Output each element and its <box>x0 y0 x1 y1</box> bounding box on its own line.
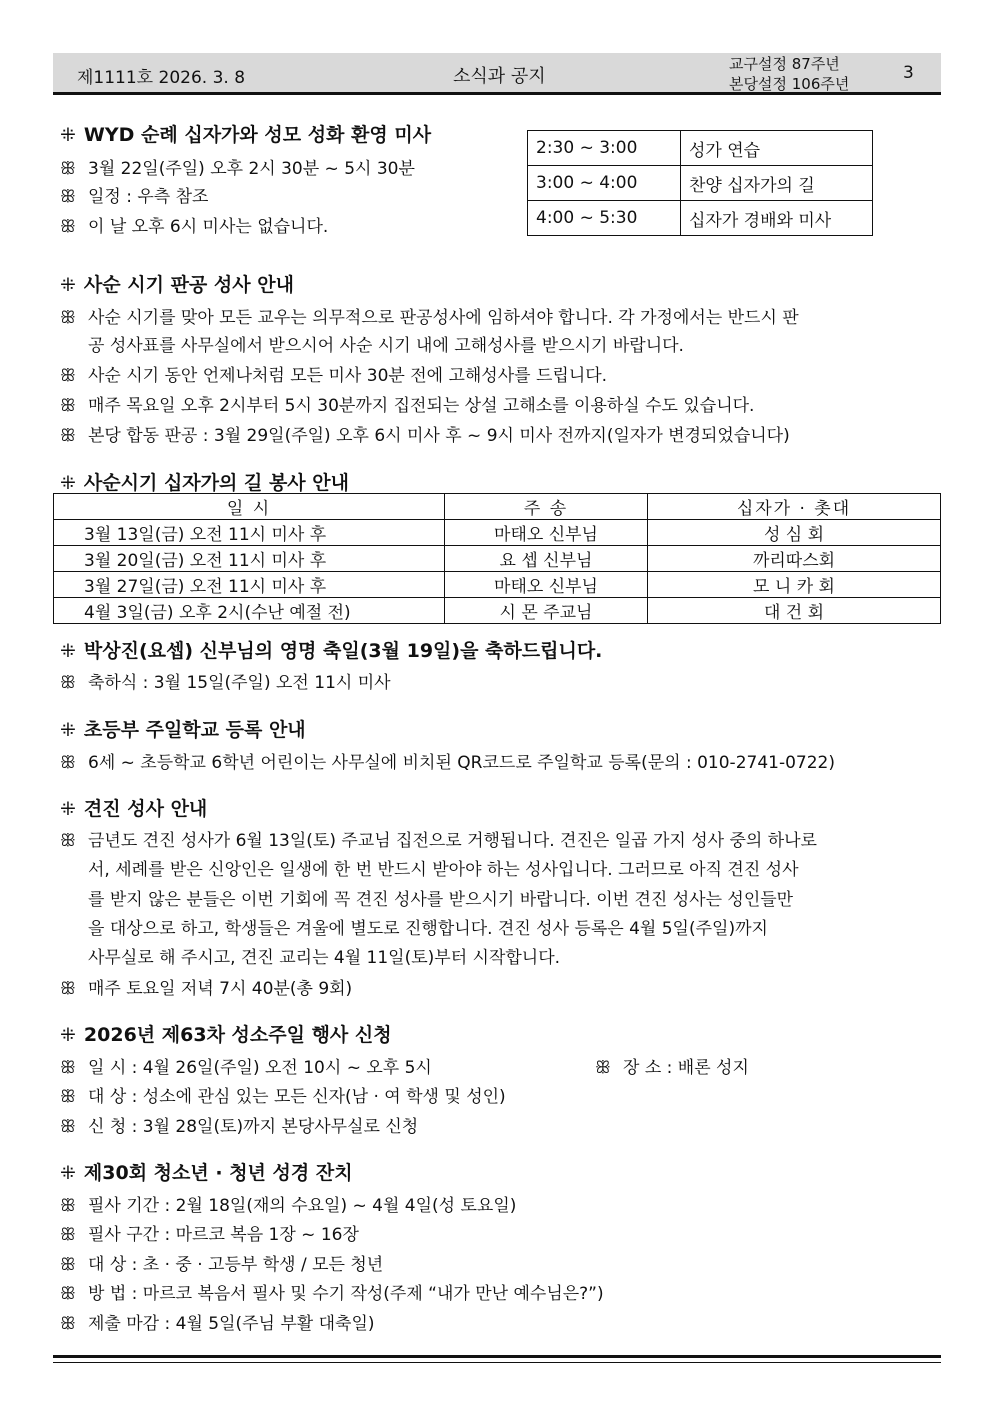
section-title-wyd: ⁜ WYD 순례 십자가와 성모 성화 환영 미사 <box>60 124 432 146</box>
list-item: ꕥ 대 상 : 초 · 중 · 고등부 학생 / 모든 청년 <box>60 1255 384 1275</box>
list-item-cont: 사무실로 해 주시고, 견진 교리는 4월 11일(토)부터 시작합니다. <box>88 948 561 968</box>
ornament-icon: ⁜ <box>60 1024 76 1046</box>
list-item: ꕥ 매주 토요일 저녁 7시 40분(총 9회) <box>60 979 353 999</box>
table-row: 3:00 ~ 4:00 찬양 십자가의 길 <box>528 166 873 201</box>
table-row: 3월 13일(금) 오전 11시 미사 후 마태오 신부님 성 심 회 <box>54 520 941 546</box>
ornament-icon: ⁜ <box>60 640 76 662</box>
list-item-cont: 서, 세례를 받은 신앙인은 일생에 한 번 반드시 받아야 하는 성사입니다. 그러므로 아직 견진 성사 <box>88 860 799 880</box>
section-title-stations: ⁜ 사순시기 십자가의 길 봉사 안내 <box>60 472 349 494</box>
list-item: ꕥ 6세 ~ 초등학교 6학년 어린이는 사무실에 비치된 QR코드로 주일학교 등록(문의 : 010-2741-0722) <box>60 753 835 773</box>
diocese-anniversary: 교구설정 87주년 <box>729 55 840 73</box>
clover-icon: ꕥ <box>60 1196 76 1216</box>
list-item: ꕥ 필사 기간 : 2월 18일(재의 수요일) ~ 4월 4일(성 토요일) <box>60 1196 517 1216</box>
section-title-confirmation: ⁜ 견진 성사 안내 <box>60 798 208 820</box>
table-row: 2:30 ~ 3:00 성가 연습 <box>528 131 873 166</box>
stations-table <box>53 493 941 624</box>
table-row: 3월 20일(금) 오전 11시 미사 후 요 셉 신부님 까리따스회 <box>54 546 941 572</box>
list-item: ꕥ 장 소 : 배론 성지 <box>595 1058 749 1078</box>
list-item: ꕥ 매주 목요일 오후 2시부터 5시 30분까지 집전되는 상설 고해소를 이용하실 수도 있습니다. <box>60 396 755 416</box>
clover-icon: ꕥ <box>60 187 76 207</box>
wyd-schedule-table <box>527 130 873 236</box>
list-item: ꕥ 사순 시기를 맞아 모든 교우는 의무적으로 판공성사에 임하셔야 합니다. 각 가정에서는 반드시 판 <box>60 308 799 328</box>
clover-icon: ꕥ <box>60 979 76 999</box>
list-item: ꕥ 대 상 : 성소에 관심 있는 모든 신자(남 · 여 학생 및 성인) <box>60 1087 506 1107</box>
list-item: ꕥ 신 청 : 3월 28일(토)까지 본당사무실로 신청 <box>60 1117 419 1137</box>
footer-rule <box>53 1355 941 1363</box>
page-title: 소식과 공지 <box>453 66 546 87</box>
section-title-confession: ⁜ 사순 시기 판공 성사 안내 <box>60 274 294 296</box>
clover-icon: ꕥ <box>60 159 76 179</box>
list-item: ꕥ 축하식 : 3월 15일(주일) 오전 11시 미사 <box>60 673 391 693</box>
table-row: 4:00 ~ 5:30 십자가 경배와 미사 <box>528 201 873 236</box>
section-title-bible-festival: ⁜ 제30회 청소년 · 청년 성경 잔치 <box>60 1162 353 1184</box>
clover-icon: ꕥ <box>60 217 76 237</box>
page-header <box>53 53 941 95</box>
ornament-icon: ⁜ <box>60 472 76 494</box>
list-item: ꕥ 일 시 : 4월 26일(주일) 오전 10시 ~ 오후 5시 <box>60 1058 432 1078</box>
list-item-cont: 를 받지 않은 분들은 이번 기회에 꼭 견진 성사를 받으시기 바랍니다. 이번 견진 성사는 성인들만 <box>88 890 794 910</box>
section-title-feast: ⁜ 박상진(요셉) 신부님의 영명 축일(3월 19일)을 축하드립니다. <box>60 640 603 662</box>
list-item: ꕥ 사순 시기 동안 언제나처럼 모든 미사 30분 전에 고해성사를 드립니다. <box>60 366 608 386</box>
clover-icon: ꕥ <box>60 1225 76 1245</box>
parish-anniversary: 본당설정 106주년 <box>729 75 850 93</box>
clover-icon: ꕥ <box>595 1058 611 1078</box>
clover-icon: ꕥ <box>60 753 76 773</box>
ornament-icon: ⁜ <box>60 274 76 296</box>
clover-icon: ꕥ <box>60 1255 76 1275</box>
ornament-icon: ⁜ <box>60 719 76 741</box>
clover-icon: ꕥ <box>60 1117 76 1137</box>
clover-icon: ꕥ <box>60 308 76 328</box>
clover-icon: ꕥ <box>60 366 76 386</box>
list-item: ꕥ 방 법 : 마르코 복음서 필사 및 수기 작성(주제 “내가 만난 예수님은?”) <box>60 1284 604 1304</box>
clover-icon: ꕥ <box>60 673 76 693</box>
clover-icon: ꕥ <box>60 1284 76 1304</box>
issue-number: 제1111호 2026. 3. 8 <box>77 68 246 88</box>
list-item: ꕥ 필사 구간 : 마르코 복음 1장 ~ 16장 <box>60 1225 359 1245</box>
ornament-icon: ⁜ <box>60 1162 76 1184</box>
list-item: ꕥ 3월 22일(주일) 오후 2시 30분 ~ 5시 30분 <box>60 159 415 179</box>
list-item: ꕥ 제출 마감 : 4월 5일(주님 부활 대축일) <box>60 1314 375 1334</box>
table-row: 4월 3일(금) 오후 2시(수난 예절 전) 시 몬 주교님 대 건 회 <box>54 598 941 624</box>
ornament-icon: ⁜ <box>60 798 76 820</box>
section-title-sunday-school: ⁜ 초등부 주일학교 등록 안내 <box>60 719 306 741</box>
list-item: ꕥ 일정 : 우측 참조 <box>60 187 209 207</box>
list-item: ꕥ 본당 합동 판공 : 3월 29일(주일) 오후 6시 미사 후 ~ 9시 미사 전까지(일자가 변경되었습니다) <box>60 426 790 446</box>
clover-icon: ꕥ <box>60 396 76 416</box>
clover-icon: ꕥ <box>60 1087 76 1107</box>
list-item-cont: 공 성사표를 사무실에서 받으시어 사순 시기 내에 고해성사를 받으시기 바랍니다. <box>88 336 684 356</box>
page-number: 3 <box>903 63 914 83</box>
table-row: 3월 27일(금) 오전 11시 미사 후 마태오 신부님 모 니 카 회 <box>54 572 941 598</box>
table-header-row: 일 시 주 송 십자가 · 촛대 <box>54 494 941 520</box>
list-item: ꕥ 이 날 오후 6시 미사는 없습니다. <box>60 217 329 237</box>
clover-icon: ꕥ <box>60 426 76 446</box>
clover-icon: ꕥ <box>60 1058 76 1078</box>
section-title-vocation-sunday: ⁜ 2026년 제63차 성소주일 행사 신청 <box>60 1024 392 1046</box>
ornament-icon: ⁜ <box>60 124 76 146</box>
clover-icon: ꕥ <box>60 1314 76 1334</box>
clover-icon: ꕥ <box>60 831 76 851</box>
list-item-cont: 을 대상으로 하고, 학생들은 겨울에 별도로 진행합니다. 견진 성사 등록은 4월 5일(주일)까지 <box>88 919 768 939</box>
list-item: ꕥ 금년도 견진 성사가 6월 13일(토) 주교님 집전으로 거행됩니다. 견진은 일곱 가지 성사 중의 하나로 <box>60 831 817 851</box>
